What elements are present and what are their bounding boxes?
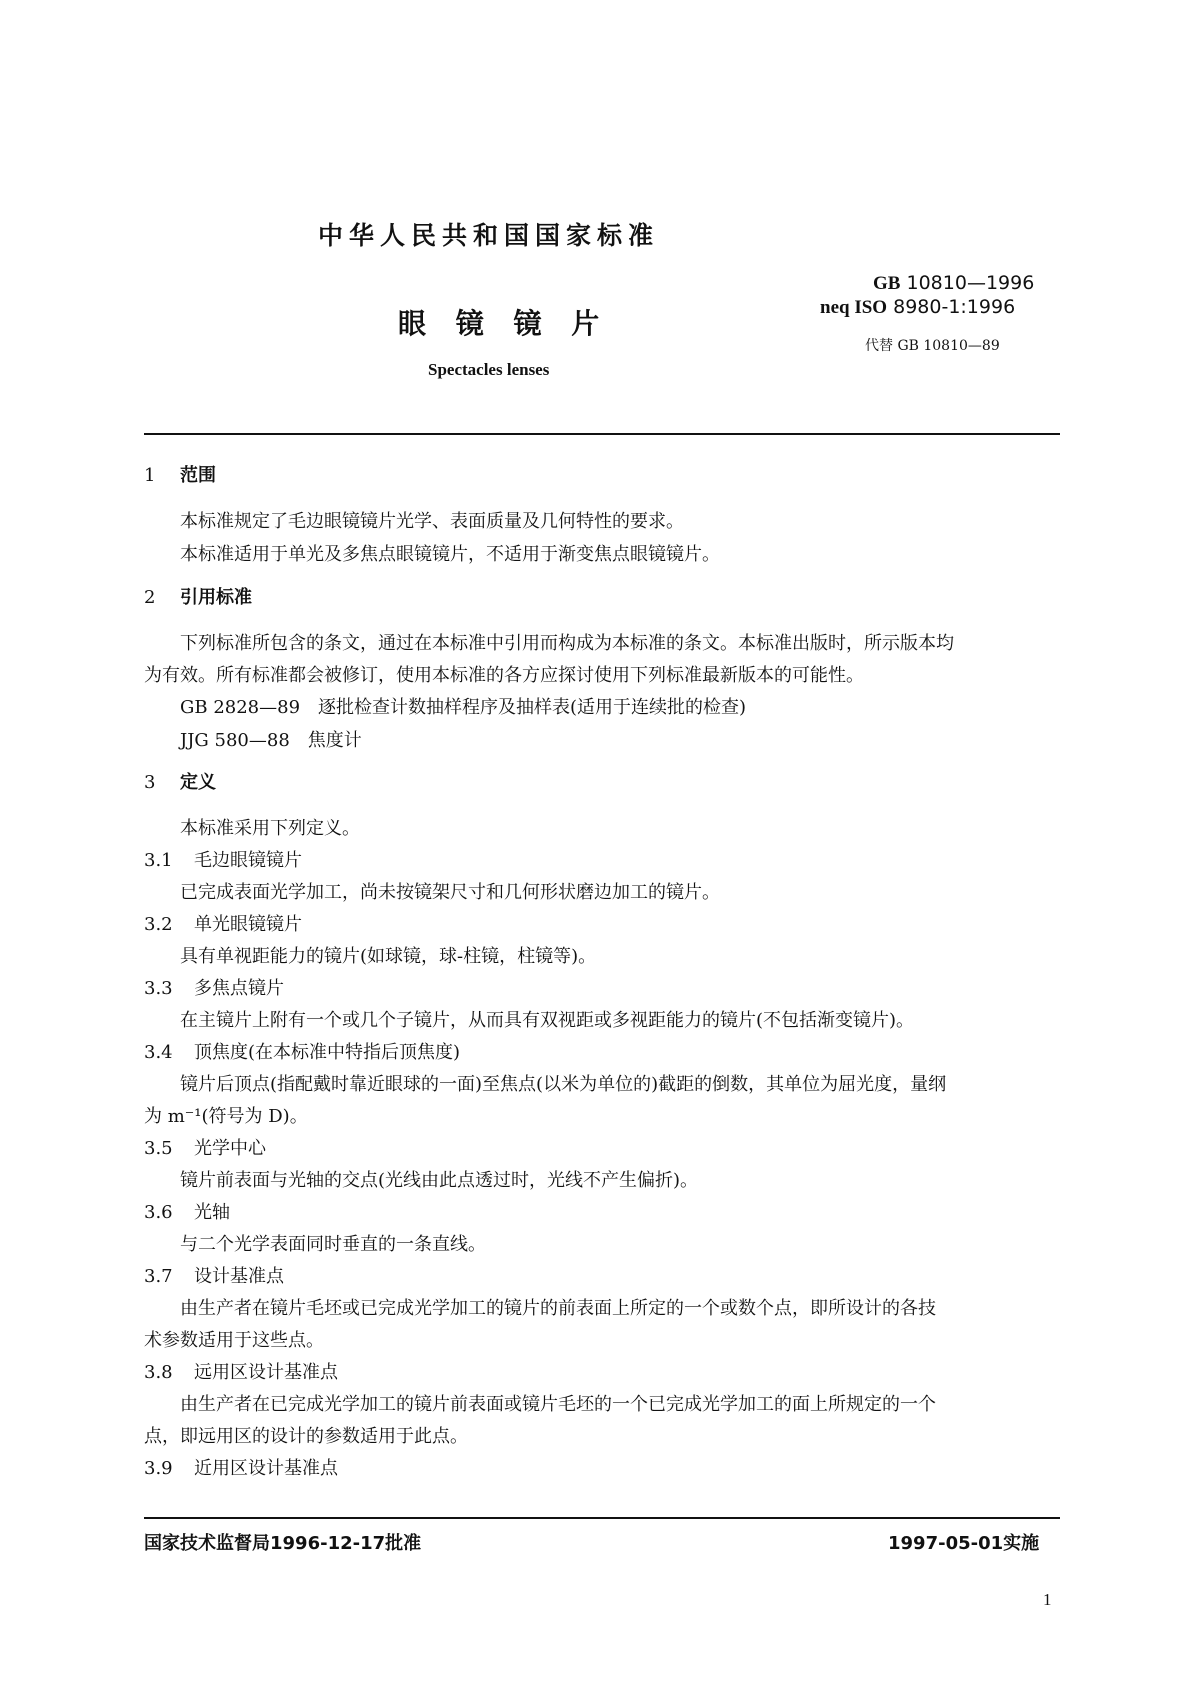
- definition-text: 由生产者在镜片毛坯或已完成光学加工的镜片的前表面上所定的一个或数个点，即所设计的各技: [180, 1298, 936, 1319]
- title-chinese: 眼 镜 镜 片: [398, 307, 600, 340]
- definition-text: 已完成表面光学加工，尚未按镜架尺寸和几何形状磨边加工的镜片。: [180, 882, 720, 903]
- neq-iso-reference: [820, 296, 1015, 319]
- paragraph: 本标准规定了毛边眼镜镜片光学、表面质量及几何特性的要求。: [180, 511, 684, 532]
- definition-term: 3.8 远用区设计基准点: [144, 1362, 338, 1383]
- standard-number-value: 10810—1996: [906, 272, 1035, 294]
- definition-text: 术参数适用于这些点。: [144, 1330, 324, 1351]
- header-rule: [144, 433, 1060, 435]
- paragraph: 本标准适用于单光及多焦点眼镜镜片，不适用于渐变焦点眼镜镜片。: [180, 544, 720, 565]
- neq-prefix: neq ISO: [820, 297, 888, 318]
- footer-rule: [144, 1517, 1060, 1519]
- definition-term: 3.1 毛边眼镜镜片: [144, 850, 302, 871]
- section-title: 定义: [180, 772, 216, 793]
- definition-text: 在主镜片上附有一个或几个子镜片，从而具有双视距或多视距能力的镜片(不包括渐变镜片)。: [180, 1010, 915, 1031]
- neq-number: 8980-1:1996: [893, 296, 1016, 318]
- definition-text: 由生产者在已完成光学加工的镜片前表面或镜片毛坯的一个已完成光学加工的面上所规定的一个: [180, 1394, 936, 1415]
- definition-text: 点，即远用区的设计的参数适用于此点。: [144, 1426, 468, 1447]
- page-number: 1: [1043, 1590, 1052, 1609]
- definition-term: 3.7 设计基准点: [144, 1266, 284, 1287]
- section-title: 范围: [180, 465, 216, 486]
- paragraph: 本标准采用下列定义。: [180, 818, 360, 839]
- definition-term: 3.2 单光眼镜镜片: [144, 914, 302, 935]
- paragraph: 为有效。所有标准都会被修订，使用本标准的各方应探讨使用下列标准最新版本的可能性。: [144, 665, 864, 686]
- country-standard-heading: 中华人民共和国国家标准: [318, 221, 660, 250]
- definition-text: 与二个光学表面同时垂直的一条直线。: [180, 1234, 486, 1255]
- reference-item: JJG 580—88 焦度计: [180, 730, 362, 751]
- definition-term: 3.5 光学中心: [144, 1138, 266, 1159]
- reference-item: GB 2828—89 逐批检查计数抽样程序及抽样表(适用于连续批的检查): [180, 697, 747, 718]
- definition-term: 3.9 近用区设计基准点: [144, 1458, 338, 1479]
- title-english: Spectacles lenses: [428, 360, 550, 379]
- definition-text: 镜片后顶点(指配戴时靠近眼球的一面)至焦点(以米为单位的)截距的倒数，其单位为屈光度，量纲: [180, 1074, 947, 1095]
- paragraph: 下列标准所包含的条文，通过在本标准中引用而构成为本标准的条文。本标准出版时，所示版本均: [180, 633, 954, 654]
- definition-term: 3.4 顶焦度(在本标准中特指后顶焦度): [144, 1042, 461, 1063]
- approval-date: 国家技术监督局1996-12-17批准: [144, 1533, 422, 1554]
- definition-term: 3.6 光轴: [144, 1202, 230, 1223]
- definition-text: 为 m⁻¹(符号为 D)。: [144, 1106, 308, 1127]
- standard-number: [873, 272, 1034, 295]
- section-number: 2: [144, 587, 156, 608]
- replaces-standard: 代替 GB 10810—89: [865, 338, 1000, 354]
- section-2-heading: [144, 583, 252, 609]
- effective-date: 1997-05-01实施: [888, 1533, 1040, 1554]
- definition-term: 3.3 多焦点镜片: [144, 978, 284, 999]
- section-3-heading: [144, 768, 216, 794]
- section-number: 3: [144, 772, 156, 793]
- standard-prefix: GB: [873, 273, 901, 294]
- section-1-heading: [144, 461, 216, 487]
- section-title: 引用标准: [180, 587, 252, 608]
- definition-text: 镜片前表面与光轴的交点(光线由此点透过时，光线不产生偏折)。: [180, 1170, 699, 1191]
- section-number: 1: [144, 465, 156, 486]
- definition-text: 具有单视距能力的镜片(如球镜，球-柱镜，柱镜等)。: [180, 946, 597, 967]
